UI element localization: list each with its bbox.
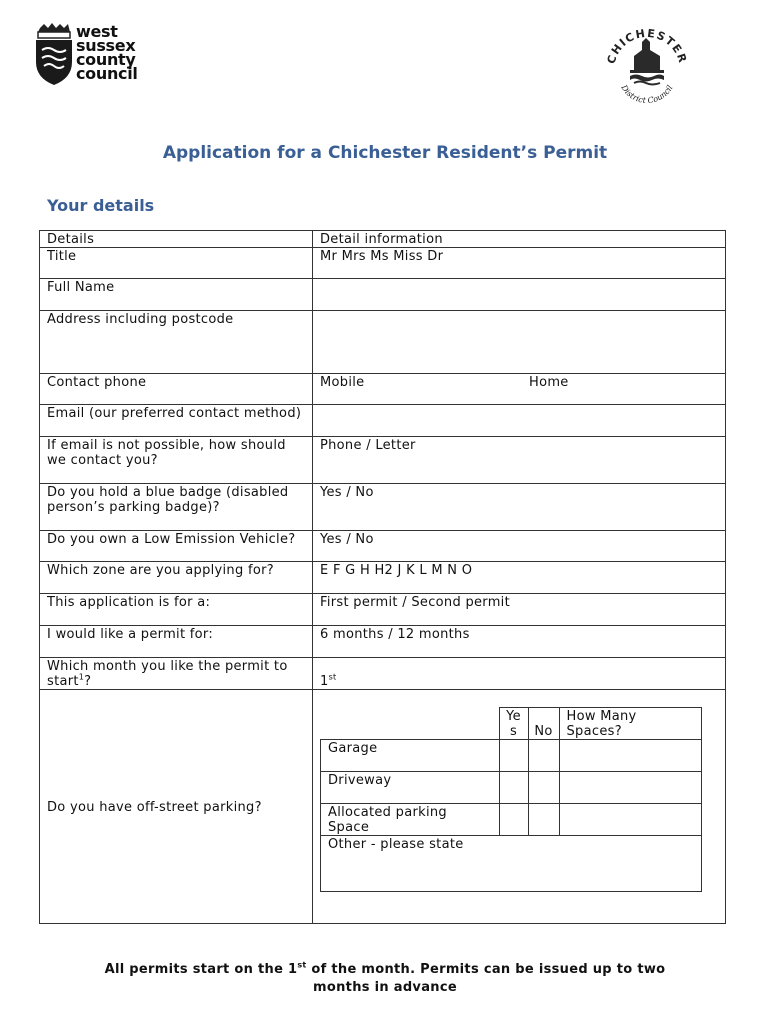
mobile-label: Mobile bbox=[320, 375, 365, 390]
wscc-crest-icon bbox=[34, 22, 74, 86]
start-day-suffix: st bbox=[328, 672, 337, 682]
parking-blank-cell bbox=[321, 708, 500, 740]
blue-badge-field[interactable]: Yes / No bbox=[313, 484, 726, 531]
row-value-title[interactable]: Mr Mrs Ms Miss Dr bbox=[313, 248, 726, 279]
svg-text:CHICHESTER: CHICHESTER bbox=[604, 26, 690, 66]
parking-row bbox=[321, 836, 702, 892]
driveway-yes-cell[interactable] bbox=[499, 772, 528, 804]
svg-text:District Council: District Council bbox=[619, 83, 675, 106]
row-label-zone: Which zone are you applying for? bbox=[40, 562, 313, 594]
table-row bbox=[40, 626, 726, 658]
garage-yes-cell[interactable] bbox=[499, 740, 528, 772]
row-label-contact-phone: Contact phone bbox=[40, 374, 313, 405]
row-label-application-type: This application is for a: bbox=[40, 594, 313, 626]
row-label-email: Email (our preferred contact method) bbox=[40, 405, 313, 437]
parking-header-no: No bbox=[528, 708, 559, 740]
table-row bbox=[40, 594, 726, 626]
contact-phone-field[interactable] bbox=[313, 374, 726, 405]
chichester-district-council-logo bbox=[604, 24, 690, 110]
allocated-yes-cell[interactable] bbox=[499, 804, 528, 836]
parking-label-driveway: Driveway bbox=[321, 772, 500, 804]
footer-line-1 bbox=[0, 961, 770, 979]
zone-field[interactable]: E F G H H2 J K L M N O bbox=[313, 562, 726, 594]
row-label-address: Address including postcode bbox=[40, 311, 313, 374]
full-name-field[interactable] bbox=[313, 279, 726, 311]
header-detail-information: Detail information bbox=[313, 231, 726, 248]
driveway-spaces-cell[interactable] bbox=[559, 772, 702, 804]
contact-method-field[interactable]: Phone / Letter bbox=[313, 437, 726, 484]
start-month-label: Which month you like the permit to start bbox=[47, 659, 288, 689]
row-label-contact-method: If email is not possible, how should we contact you? bbox=[40, 437, 313, 484]
parking-row bbox=[321, 740, 702, 772]
garage-spaces-cell[interactable] bbox=[559, 740, 702, 772]
home-label: Home bbox=[529, 375, 569, 390]
wscc-logo-line: county bbox=[76, 50, 136, 69]
parking-other-field[interactable]: Other - please state bbox=[321, 836, 702, 892]
page-title: Application for a Chichester Resident’s Permit bbox=[162, 143, 608, 163]
table-row bbox=[40, 437, 726, 484]
table-row bbox=[40, 248, 726, 279]
row-label-off-street-parking: Do you have off-street parking? bbox=[40, 690, 313, 924]
start-day: 1 bbox=[320, 674, 329, 689]
table-row bbox=[40, 658, 726, 690]
parking-label-allocated: Allocated parking Space bbox=[321, 804, 500, 836]
footer-note bbox=[0, 961, 770, 997]
header-details: Details bbox=[40, 231, 313, 248]
row-label-permit-duration: I would like a permit for: bbox=[40, 626, 313, 658]
parking-label-garage: Garage bbox=[321, 740, 500, 772]
table-row bbox=[40, 311, 726, 374]
start-month-field[interactable] bbox=[313, 658, 726, 690]
footer-text-1a: All permits start on the 1 bbox=[104, 962, 298, 977]
chichester-seal-icon bbox=[604, 24, 690, 110]
parking-header-yes: Ye s bbox=[499, 708, 528, 740]
table-row bbox=[40, 562, 726, 594]
permit-duration-field[interactable]: 6 months / 12 months bbox=[313, 626, 726, 658]
row-label-title: Title bbox=[40, 248, 313, 279]
table-row bbox=[40, 374, 726, 405]
section-title: Your details bbox=[47, 196, 155, 215]
parking-row bbox=[321, 804, 702, 836]
row-label-start-month bbox=[40, 658, 313, 690]
wscc-logo-line: council bbox=[76, 64, 138, 83]
parking-header-how-many: How Many Spaces? bbox=[559, 708, 702, 740]
allocated-no-cell[interactable] bbox=[528, 804, 559, 836]
table-row bbox=[40, 690, 726, 924]
table-row bbox=[40, 484, 726, 531]
table-row bbox=[40, 279, 726, 311]
row-label-low-emission: Do you own a Low Emission Vehicle? bbox=[40, 531, 313, 562]
parking-row bbox=[321, 772, 702, 804]
west-sussex-county-council-logo bbox=[34, 22, 154, 92]
row-label-blue-badge: Do you hold a blue badge (disabled person’s parking badge)? bbox=[40, 484, 313, 531]
footer-line-2: months in advance bbox=[313, 980, 457, 995]
parking-header-row bbox=[321, 708, 702, 740]
wscc-logo-line: west bbox=[76, 22, 118, 41]
parking-table bbox=[320, 707, 702, 892]
table-row bbox=[40, 531, 726, 562]
table-row bbox=[40, 405, 726, 437]
low-emission-field[interactable]: Yes / No bbox=[313, 531, 726, 562]
start-month-label-end: ? bbox=[84, 674, 92, 689]
details-table bbox=[39, 230, 726, 924]
application-type-field[interactable]: First permit / Second permit bbox=[313, 594, 726, 626]
table-header-row bbox=[40, 231, 726, 248]
email-field[interactable] bbox=[313, 405, 726, 437]
row-label-full-name: Full Name bbox=[40, 279, 313, 311]
footer-text-1b: of the month. Permits can be issued up to two bbox=[306, 962, 666, 977]
footnote-marker: 1 bbox=[78, 672, 85, 682]
garage-no-cell[interactable] bbox=[528, 740, 559, 772]
driveway-no-cell[interactable] bbox=[528, 772, 559, 804]
off-street-parking-cell bbox=[313, 690, 726, 924]
allocated-spaces-cell[interactable] bbox=[559, 804, 702, 836]
address-field[interactable] bbox=[313, 311, 726, 374]
wscc-logo-line: sussex bbox=[76, 36, 136, 55]
footer-sup: st bbox=[297, 960, 307, 970]
